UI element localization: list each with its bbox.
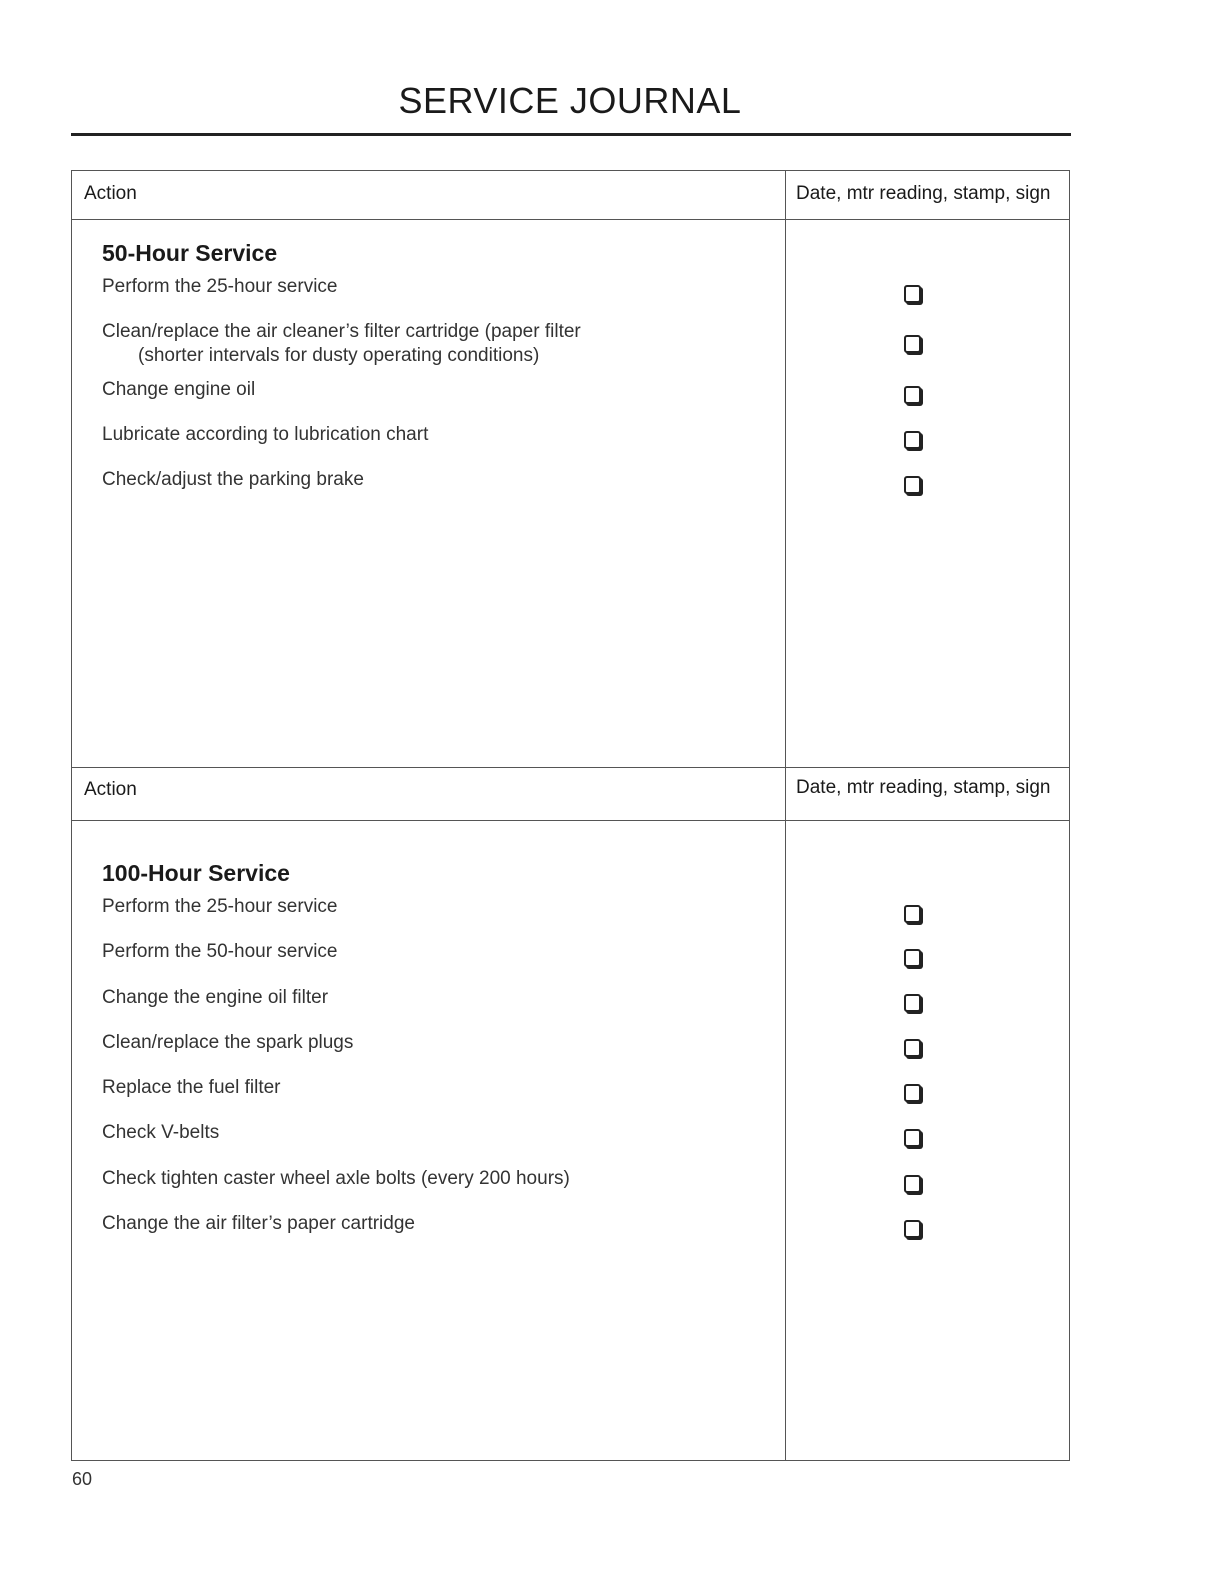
section-rule	[72, 767, 1069, 768]
checkbox[interactable]	[904, 994, 921, 1012]
service-journal-table	[71, 170, 1070, 1461]
page-number: 60	[72, 1469, 93, 1489]
action-column-header: Action	[84, 183, 137, 204]
checkbox[interactable]	[904, 1220, 921, 1238]
title-rule	[71, 133, 1071, 136]
task-item: Check V-belts	[102, 1122, 220, 1143]
checkbox[interactable]	[904, 386, 921, 404]
task-item: Change the air filter’s paper cartridge	[102, 1213, 415, 1234]
task-item: Change engine oil	[102, 379, 256, 400]
section-title-50-hour: 50-Hour Service	[102, 240, 278, 266]
checkbox[interactable]	[904, 1039, 921, 1057]
record-column-header: Date, mtr reading, stamp, sign	[796, 777, 1051, 798]
action-column-header: Action	[84, 779, 137, 800]
task-item: Lubricate according to lubrication chart	[102, 424, 429, 445]
task-item-note: (shorter intervals for dusty operating conditions)	[138, 345, 540, 366]
checkbox[interactable]	[904, 285, 921, 303]
checkbox[interactable]	[904, 949, 921, 967]
task-item: Perform the 25-hour service	[102, 276, 338, 297]
task-item: Change the engine oil filter	[102, 987, 329, 1008]
task-item: Replace the fuel filter	[102, 1077, 281, 1098]
task-item-text: Clean/replace the air cleaner’s filter cartridge (paper filter	[102, 321, 581, 342]
checkbox[interactable]	[904, 905, 921, 923]
task-item: Perform the 50-hour service	[102, 941, 338, 962]
column-divider	[785, 171, 786, 1460]
task-item: Check tighten caster wheel axle bolts (every 200 hours)	[102, 1168, 570, 1189]
task-item: Perform the 25-hour service	[102, 896, 338, 917]
section-title-100-hour: 100-Hour Service	[102, 860, 290, 886]
checkbox[interactable]	[904, 476, 921, 494]
header-rule	[72, 219, 1069, 220]
page-title: SERVICE JOURNAL	[398, 80, 742, 121]
task-item: Check/adjust the parking brake	[102, 469, 364, 490]
checkbox[interactable]	[904, 1129, 921, 1147]
task-item	[102, 320, 581, 368]
task-item: Clean/replace the spark plugs	[102, 1032, 354, 1053]
header-rule	[72, 820, 1069, 821]
checkbox[interactable]	[904, 1175, 921, 1193]
checkbox[interactable]	[904, 335, 921, 353]
checkbox[interactable]	[904, 1084, 921, 1102]
record-column-header: Date, mtr reading, stamp, sign	[796, 183, 1051, 204]
checkbox[interactable]	[904, 431, 921, 449]
